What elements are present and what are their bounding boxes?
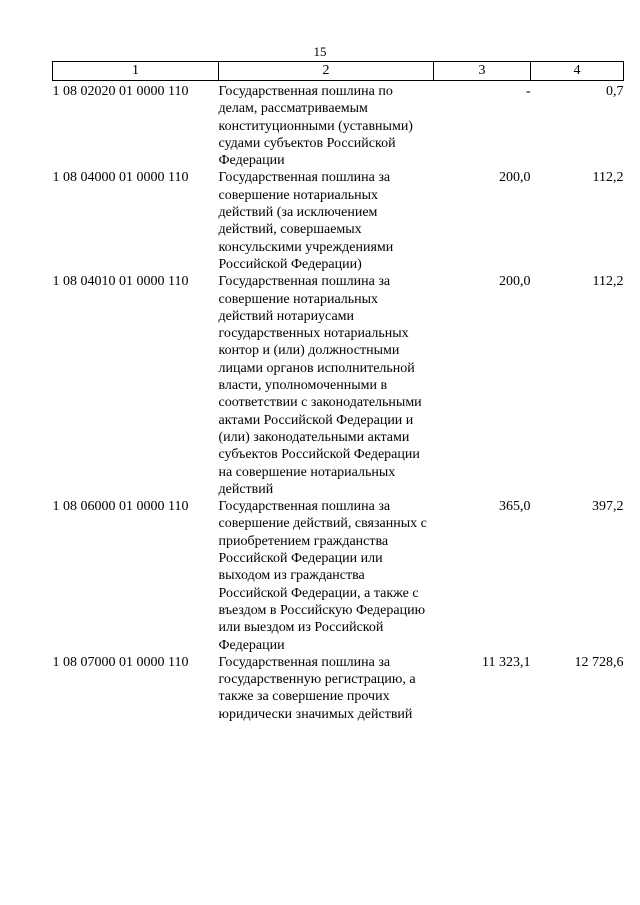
row-code: 1 08 02020 01 0000 110 (52, 84, 189, 99)
row-value-col4: 397,2 (592, 499, 624, 515)
budget-table (52, 61, 624, 723)
row-name: Государственная пошлина за совершение действий, связанных с приобретением гражданства Российской Федерации или выходом из гражданства Российской Федерации, а также с въездом в Российскую Федерацию или выездом из Российской Федерации (218, 499, 427, 653)
table-row (53, 654, 624, 723)
row-code: 1 08 06000 01 0000 110 (52, 499, 189, 515)
row-value-col3: 200,0 (499, 170, 531, 186)
header-col-3: 3 (434, 62, 531, 81)
row-value-col3: 365,0 (499, 499, 531, 515)
table-header (53, 62, 624, 81)
table-body (53, 81, 624, 723)
table-row (53, 498, 624, 654)
header-col-2: 2 (219, 62, 434, 81)
row-name: Государственная пошлина за государственную регистрацию, а также за совершение прочих юридически значимых действий (218, 654, 416, 722)
row-code: 1 08 04000 01 0000 110 (52, 170, 189, 186)
row-value-col4: 112,2 (592, 274, 624, 290)
row-name: Государственная пошлина по делам, рассматриваемым конституционными (уставными) судами субъектов Российской Федерации (218, 84, 413, 169)
header-col-4: 4 (531, 62, 624, 81)
row-value-col4: 0,7 (606, 84, 624, 99)
table-row (53, 169, 624, 273)
row-value-col4: 112,2 (592, 170, 624, 186)
table-row (53, 81, 624, 170)
row-value-col3: - (525, 84, 531, 99)
row-name: Государственная пошлина за совершение нотариальных действий нотариусами государственных нотариальных контор и (или) должностными лицами органов исполнительной власти, уполномоченными в соответствии с законодательными актами Российской Федерации и (или) законодательными актами субъектов Российской Федерации на совершение нотариальных действий (218, 274, 422, 497)
page-number: 15 (313, 44, 327, 59)
row-value-col3: 11 323,1 (482, 654, 531, 670)
row-name: Государственная пошлина за совершение нотариальных действий (за исключением действий, совершаемых консульскими учреждениями Российской Федерации) (218, 170, 394, 272)
row-value-col4: 12 728,6 (574, 654, 624, 670)
header-row (53, 62, 624, 81)
row-code: 1 08 04010 01 0000 110 (52, 274, 189, 290)
table-row (53, 273, 624, 498)
row-code: 1 08 07000 01 0000 110 (52, 654, 189, 670)
row-value-col3: 200,0 (499, 274, 531, 290)
header-col-1: 1 (53, 62, 219, 81)
